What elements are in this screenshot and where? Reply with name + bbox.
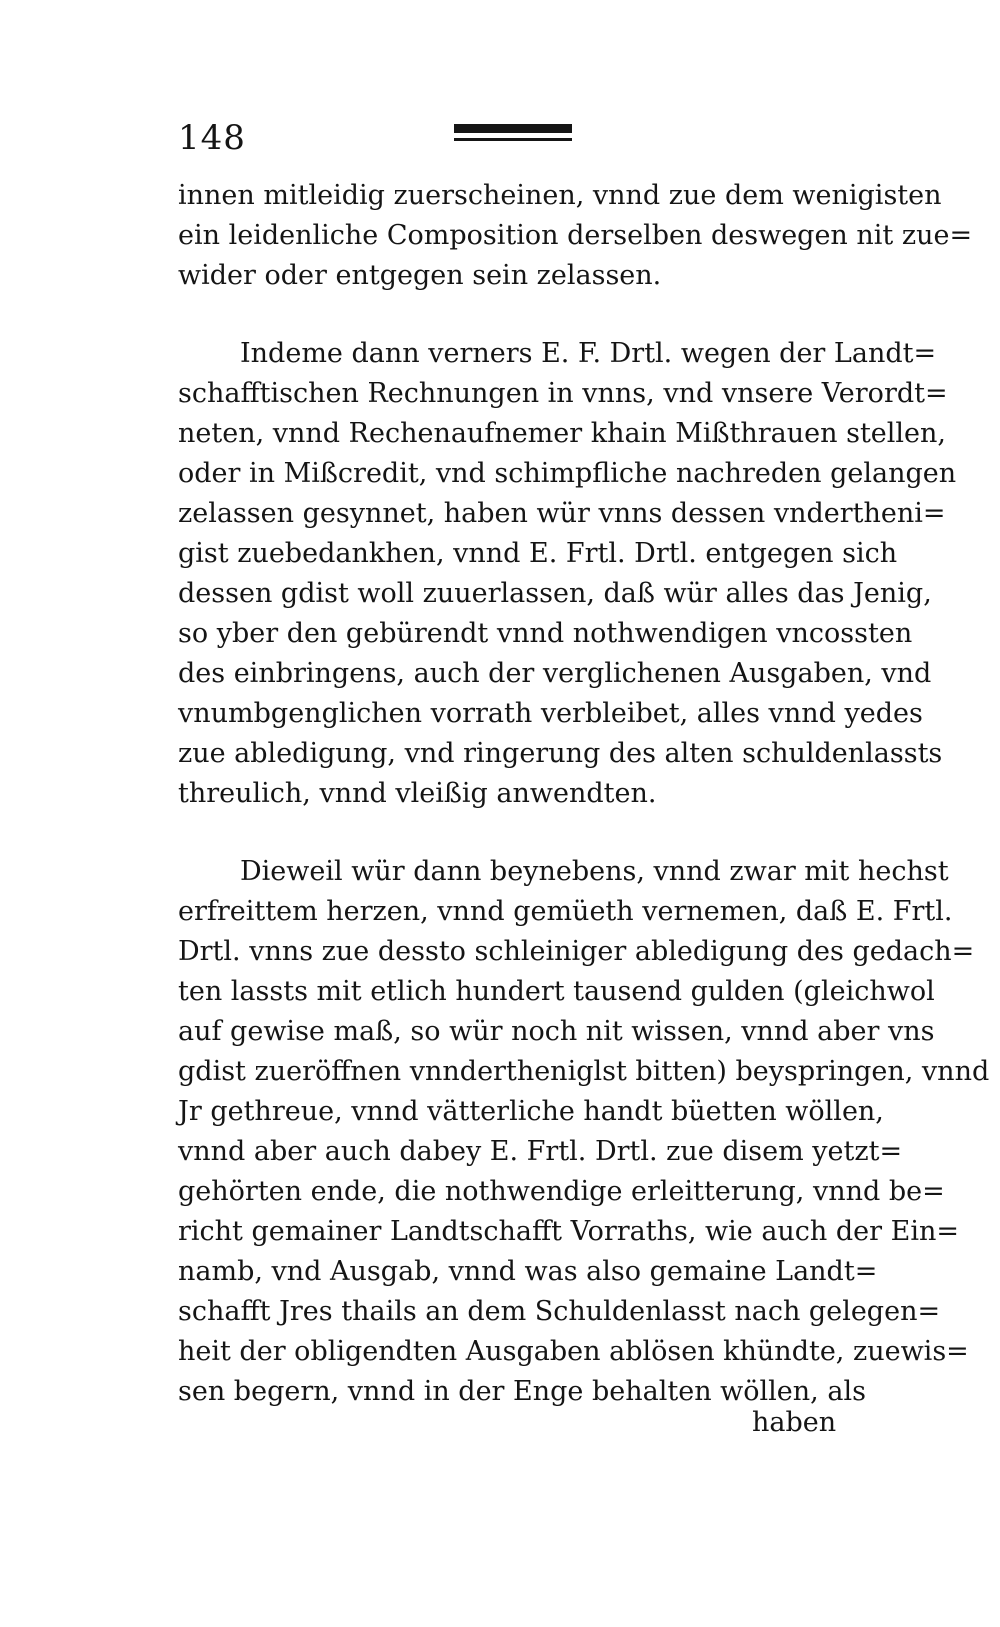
text-line: zelassen gesynnet, haben wür vnns dessen vndertheni= [178, 498, 946, 529]
text-line: des einbringens, auch der verglichenen Ausgaben, vnd [178, 658, 932, 689]
body-text [178, 176, 990, 1412]
text-line: Drtl. vnns zue dessto schleiniger abledigung des gedach= [178, 936, 975, 967]
text-line: oder in Mißcredit, vnd schimpfliche nachreden gelangen [178, 458, 957, 489]
paragraph-2 [178, 334, 957, 814]
text-line: vnumbgenglichen vorrath verbleibet, alles vnnd yedes [178, 698, 923, 729]
text-line: sen begern, vnnd in der Enge behalten wöllen, als [178, 1376, 866, 1407]
text-line: vnnd aber auch dabey E. Frtl. Drtl. zue disem yetzt= [178, 1136, 903, 1167]
text-line: zue abledigung, vnd ringerung des alten schuldenlassts [178, 738, 943, 769]
text-line: Jr gethreue, vnnd vätterliche handt büetten wöllen, [178, 1096, 884, 1127]
text-line: threulich, vnnd vleißig anwendten. [178, 778, 657, 809]
text-line: gdist zueröffnen vnndertheniglst bitten) beyspringen, vnnd [178, 1056, 990, 1087]
text-line: dessen gdist woll zuuerlassen, daß wür alles das Jenig, [178, 578, 932, 609]
text-line: richt gemainer Landtschafft Vorraths, wie auch der Ein= [178, 1216, 960, 1247]
text-line: auf gewise maß, so wür noch nit wissen, vnnd aber vns [178, 1016, 935, 1047]
header-rule-thin [454, 138, 572, 141]
paragraph-3 [178, 852, 990, 1412]
text-line: wider oder entgegen sein zelassen. [178, 260, 662, 291]
catchword: haben [752, 1407, 837, 1438]
text-line: so yber den gebürendt vnnd nothwendigen vncossten [178, 618, 913, 649]
text-line: gehörten ende, die nothwendige erleitterung, vnnd be= [178, 1176, 945, 1207]
text-line: ein leidenliche Composition derselben deswegen nit zue= [178, 220, 973, 251]
text-line: schafft Jres thails an dem Schuldenlasst nach gelegen= [178, 1296, 941, 1327]
text-line: erfreittem herzen, vnnd gemüeth vernemen, daß E. Frtl. [178, 896, 953, 927]
text-line: Dieweil wür dann beynebens, vnnd zwar mit hechst [240, 856, 949, 887]
text-line: schafftischen Rechnungen in vnns, vnd vnsere Verordt= [178, 378, 948, 409]
header-rule [454, 124, 572, 141]
paragraph-1 [178, 176, 973, 296]
text-line: neten, vnnd Rechenaufnemer khain Mißthrauen stellen, [178, 418, 947, 449]
text-line: gist zuebedankhen, vnnd E. Frtl. Drtl. entgegen sich [178, 538, 898, 569]
header-rule-thick [454, 124, 572, 133]
text-line: heit der obligendten Ausgaben ablösen khündte, zuewis= [178, 1336, 969, 1367]
text-line: namb, vnd Ausgab, vnnd was also gemaine Landt= [178, 1256, 878, 1287]
text-line: Indeme dann verners E. F. Drtl. wegen der Landt= [240, 338, 937, 369]
page-number: 148 [178, 118, 246, 158]
text-line: ten lassts mit etlich hundert tausend gulden (gleichwol [178, 976, 935, 1007]
text-line: innen mitleidig zuerscheinen, vnnd zue dem wenigisten [178, 180, 942, 211]
